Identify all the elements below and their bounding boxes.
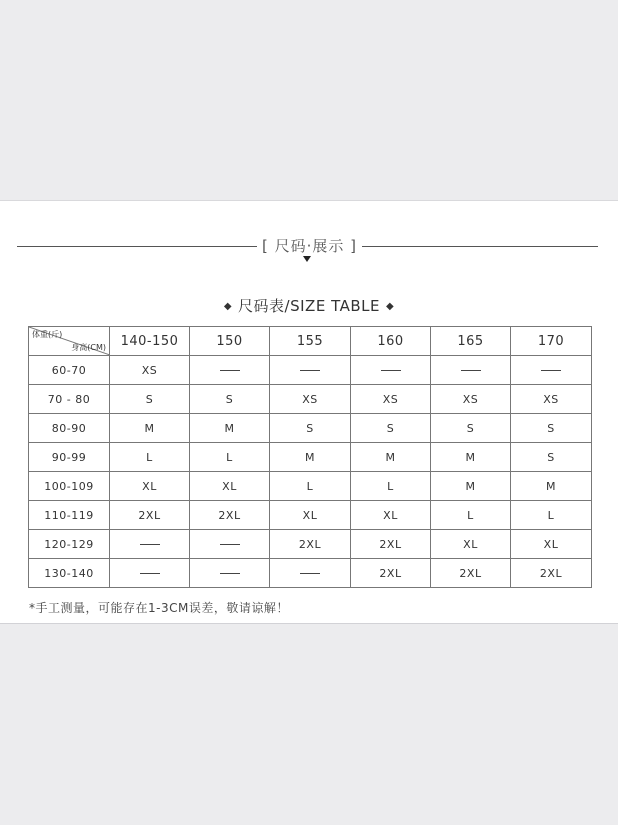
column-header: 140-150 (110, 327, 190, 356)
size-cell: XL (431, 530, 511, 559)
table-row (29, 414, 592, 443)
size-cell: L (511, 501, 592, 530)
size-cell: L (351, 472, 431, 501)
size-cell: XL (110, 472, 190, 501)
size-cell (190, 559, 270, 588)
weight-range-cell: 60-70 (29, 356, 110, 385)
not-available-dash-icon (300, 573, 320, 574)
not-available-dash-icon (461, 370, 481, 371)
size-cell: XS (511, 385, 592, 414)
size-cell: XS (270, 385, 351, 414)
weight-header-label: 体重(斤) (32, 330, 63, 339)
column-header: 150 (190, 327, 270, 356)
column-header: 165 (431, 327, 511, 356)
column-header: 160 (351, 327, 431, 356)
table-title (0, 295, 618, 316)
size-cell: M (351, 443, 431, 472)
bullet-diamond-icon: ◆ (223, 301, 233, 312)
column-header: 155 (270, 327, 351, 356)
weight-range-cell: 120-129 (29, 530, 110, 559)
not-available-dash-icon (220, 544, 240, 545)
size-cell: 2XL (351, 559, 431, 588)
size-chart-card (0, 200, 618, 624)
size-cell: 2XL (270, 530, 351, 559)
not-available-dash-icon (140, 573, 160, 574)
size-cell: XS (351, 385, 431, 414)
size-cell: XS (431, 385, 511, 414)
size-cell (190, 530, 270, 559)
size-cell: S (431, 414, 511, 443)
table-row (29, 530, 592, 559)
weight-range-cell: 90-99 (29, 443, 110, 472)
not-available-dash-icon (220, 370, 240, 371)
size-cell: XL (270, 501, 351, 530)
size-cell: 2XL (351, 530, 431, 559)
size-cell: S (351, 414, 431, 443)
size-cell: 2XL (190, 501, 270, 530)
size-cell: M (270, 443, 351, 472)
size-cell: XL (190, 472, 270, 501)
weight-range-cell: 100-109 (29, 472, 110, 501)
weight-range-cell: 110-119 (29, 501, 110, 530)
size-cell: S (511, 414, 592, 443)
size-table (28, 326, 592, 588)
not-available-dash-icon (140, 544, 160, 545)
size-cell: XL (351, 501, 431, 530)
size-cell (270, 356, 351, 385)
bullet-diamond-icon: ◆ (385, 301, 395, 312)
table-row (29, 559, 592, 588)
table-row (29, 356, 592, 385)
size-cell: 2XL (511, 559, 592, 588)
size-cell (190, 356, 270, 385)
not-available-dash-icon (220, 573, 240, 574)
table-row (29, 472, 592, 501)
size-cell: 2XL (431, 559, 511, 588)
not-available-dash-icon (381, 370, 401, 371)
corner-header-cell (29, 327, 110, 356)
table-row (29, 443, 592, 472)
size-cell: L (431, 501, 511, 530)
size-cell: M (431, 472, 511, 501)
pointer-triangle-icon (303, 256, 311, 262)
weight-range-cell: 80-90 (29, 414, 110, 443)
size-cell: M (190, 414, 270, 443)
size-cell: S (270, 414, 351, 443)
section-header (0, 233, 618, 263)
size-cell (270, 559, 351, 588)
not-available-dash-icon (541, 370, 561, 371)
table-header-row (29, 327, 592, 356)
weight-range-cell: 130-140 (29, 559, 110, 588)
column-header: 170 (511, 327, 592, 356)
table-title-text: 尺码表/SIZE TABLE (238, 297, 380, 315)
table-row (29, 501, 592, 530)
size-cell (511, 356, 592, 385)
size-cell: M (110, 414, 190, 443)
size-cell (110, 530, 190, 559)
size-cell (351, 356, 431, 385)
size-cell: L (190, 443, 270, 472)
size-cell: 2XL (110, 501, 190, 530)
size-cell: M (511, 472, 592, 501)
weight-range-cell: 70 - 80 (29, 385, 110, 414)
size-cell: M (431, 443, 511, 472)
measurement-footnote: *手工测量，可能存在1-3CM误差，敬请谅解！ (29, 601, 289, 615)
size-cell: S (110, 385, 190, 414)
size-cell (110, 559, 190, 588)
size-cell: XL (511, 530, 592, 559)
size-cell: S (511, 443, 592, 472)
size-cell (431, 356, 511, 385)
size-cell: XS (110, 356, 190, 385)
size-cell: L (270, 472, 351, 501)
size-cell: S (190, 385, 270, 414)
not-available-dash-icon (300, 370, 320, 371)
size-cell: L (110, 443, 190, 472)
height-header-label: 身高(CM) (71, 343, 106, 352)
divider-right (362, 246, 598, 247)
section-header-label: [ 尺码·展示 ] (261, 237, 357, 255)
table-row (29, 385, 592, 414)
divider-left (17, 246, 257, 247)
